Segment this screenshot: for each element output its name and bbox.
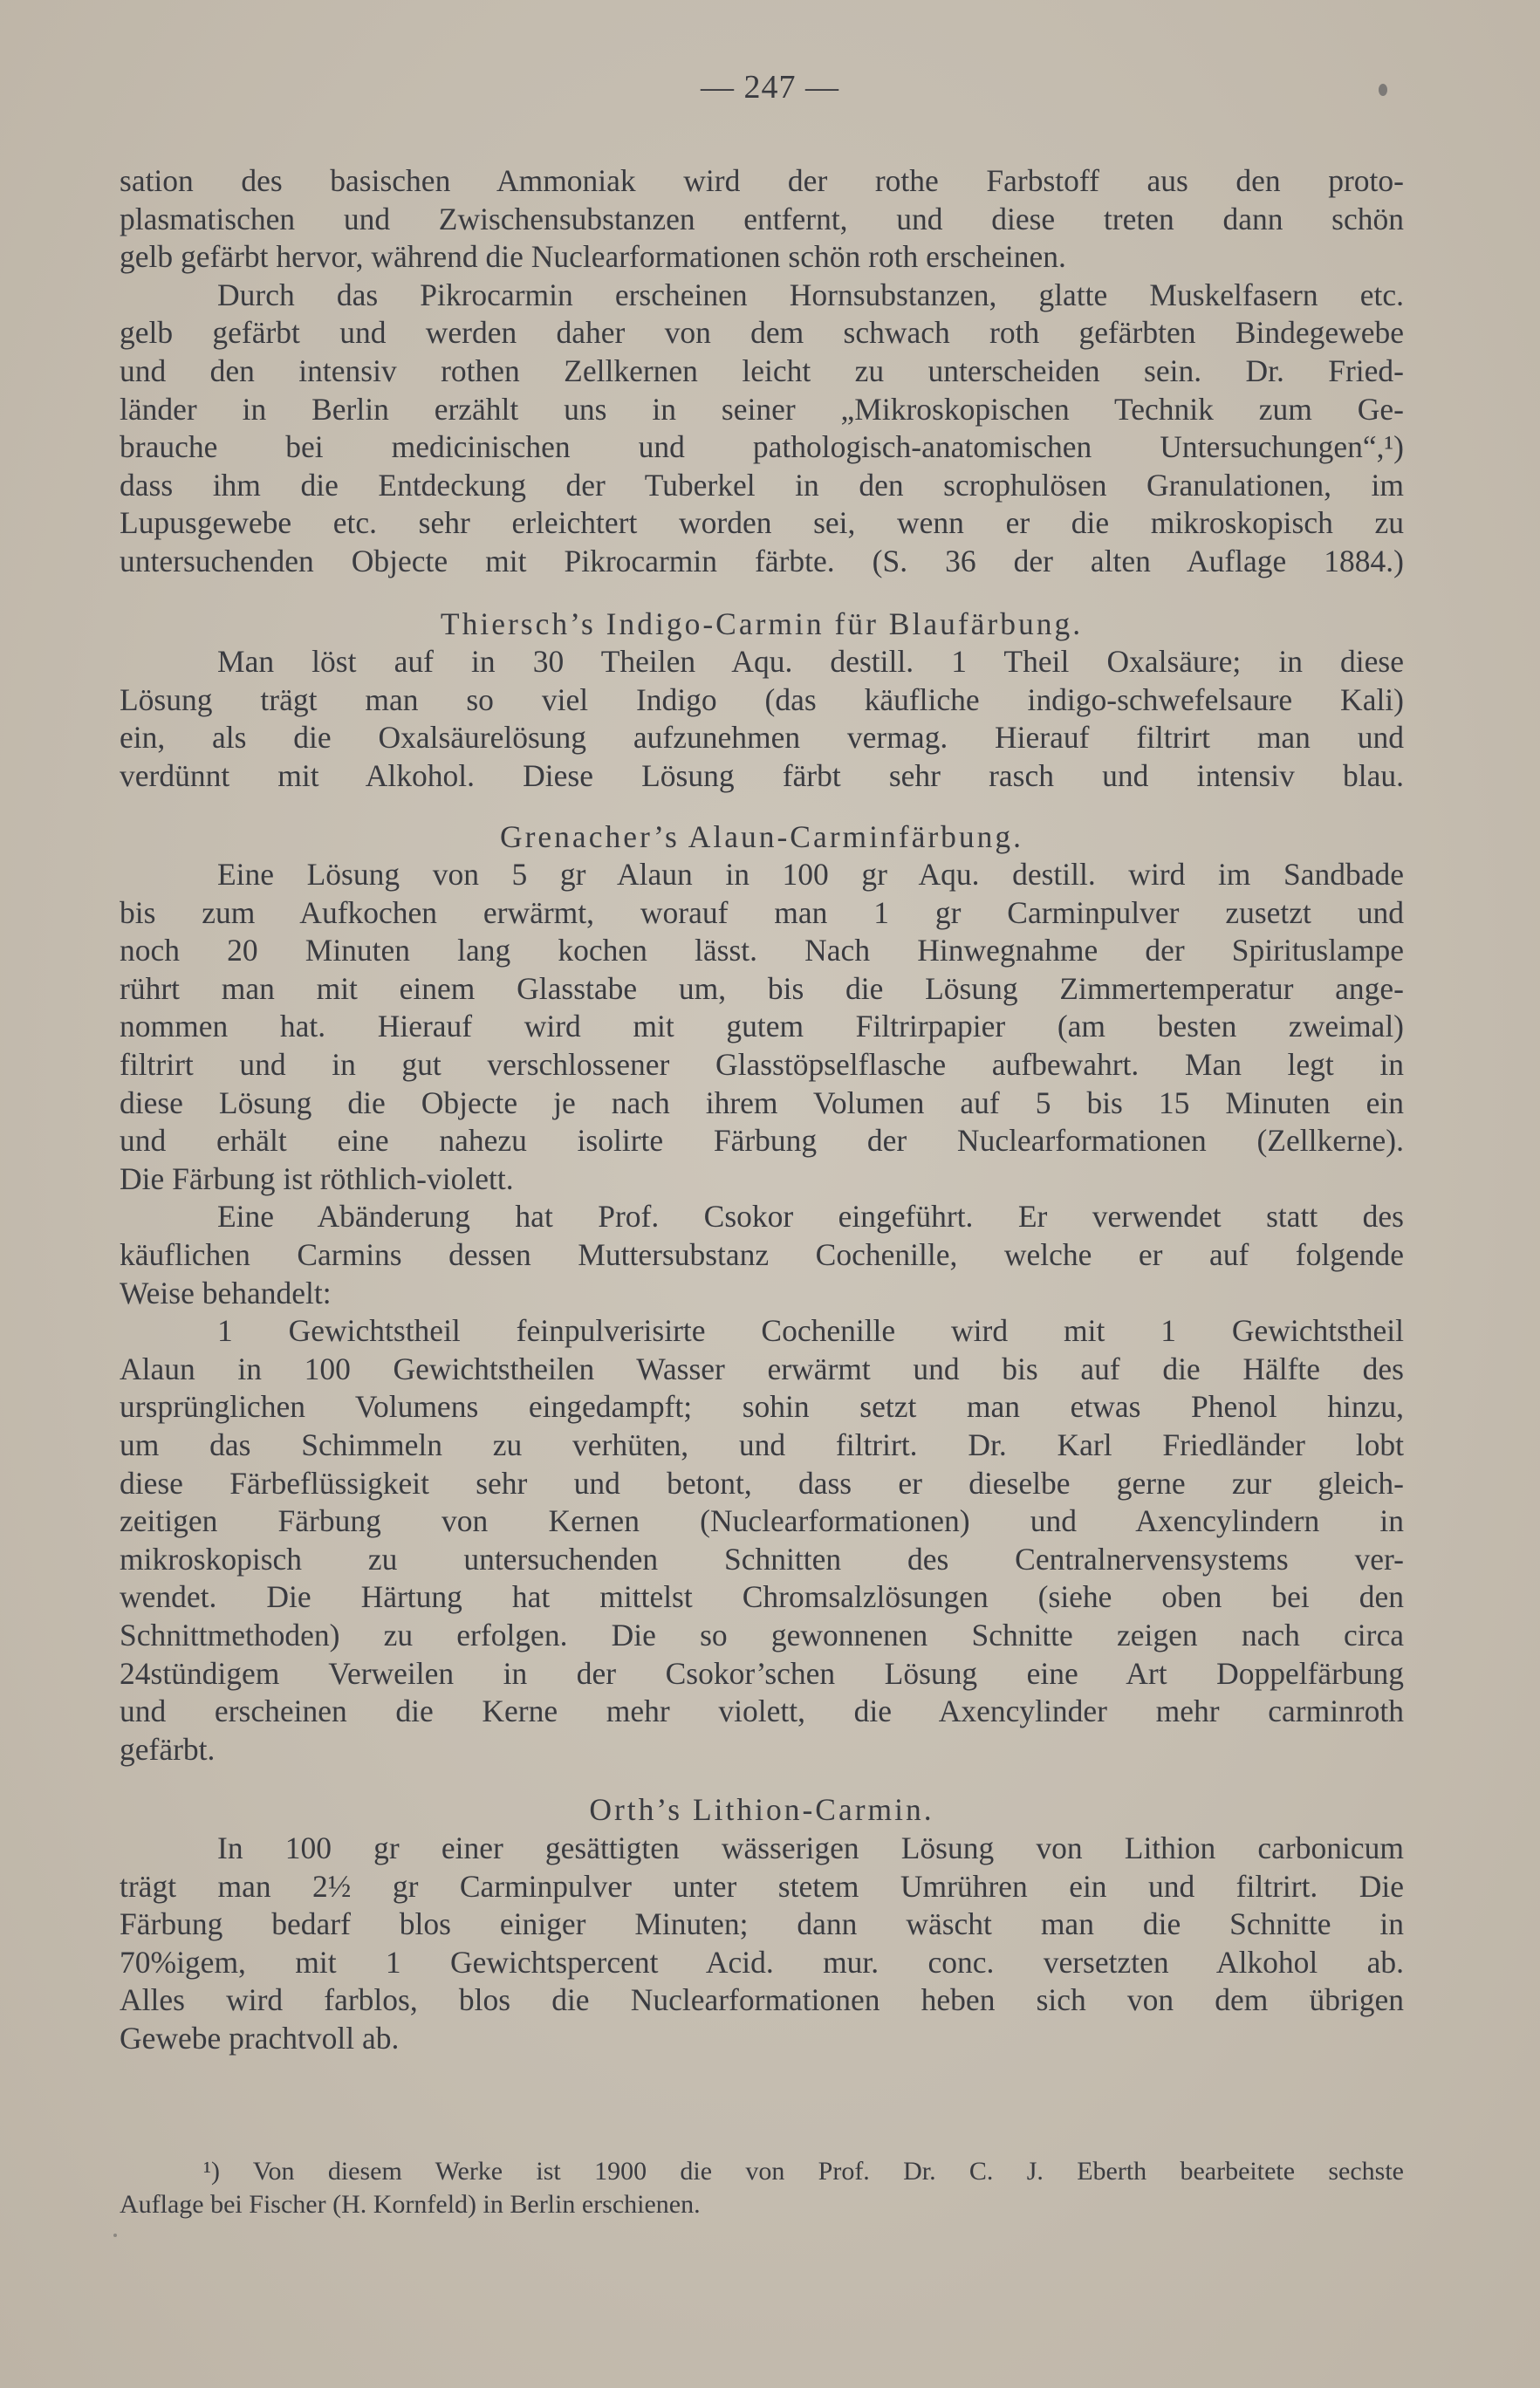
text-line: zeitigen Färbung von Kernen (Nuclearformationen) und Axencylindern in [120, 1503, 1404, 1539]
ink-dot [113, 2234, 117, 2237]
text-line: In 100 gr einer gesättigten wässerigen Lösung von Lithion carbonicum [217, 1830, 1404, 1865]
text-line: Schnittmethoden) zu erfolgen. Die so gewonnenen Schnitte zeigen nach circa [120, 1617, 1404, 1652]
paragraph-ammoniak [120, 162, 1404, 277]
text-line: nommen hat. Hierauf wird mit gutem Filtrirpapier (am besten zweimal) [120, 1009, 1404, 1044]
text-line: und den intensiv rothen Zellkernen leicht zu unterscheiden sein. Dr. Fried- [120, 352, 1404, 388]
text-line: Gewebe prachtvoll ab. [120, 2020, 400, 2056]
text-line: und erhält eine nahezu isolirte Färbung der Nuclearformationen (Zellkerne). [120, 1123, 1404, 1159]
text-line: dass ihm die Entdeckung der Tuberkel in den scrophulösen Granulationen, im [120, 467, 1404, 503]
text-line: Lupusgewebe etc. sehr erleichtert worden sei, wenn er die mikroskopisch zu [120, 505, 1404, 541]
footnote-line: Auflage bei Fischer (H. Kornfeld) in Berlin erschienen. [120, 2190, 701, 2219]
text-line: diese Lösung die Objecte je nach ihrem Volumen auf 5 bis 15 Minuten ein [120, 1085, 1404, 1120]
text-line: Man löst auf in 30 Theilen Aqu. destill. 1 Theil Oxalsäure; in diese [217, 644, 1404, 680]
text-line: und erscheinen die Kerne mehr violett, die Axencylinder mehr carminroth [120, 1693, 1404, 1729]
page-number: — 247 — [701, 69, 839, 106]
text-line: 24stündigem Verweilen in der Csokor’schen Lösung eine Art Doppelfärbung [120, 1655, 1404, 1691]
text-line: trägt man 2½ gr Carminpulver unter stetem Umrühren ein und filtrirt. Die [120, 1868, 1404, 1904]
text-line: bis zum Aufkochen erwärmt, worauf man 1 gr Carminpulver zusetzt und [120, 894, 1404, 930]
text-line: Lösung trägt man so viel Indigo (das käufliche indigo-schwefelsaure Kali) [120, 681, 1404, 717]
text-line: mikroskopisch zu untersuchenden Schnitten des Centralnervensystems ver- [120, 1541, 1404, 1577]
text-line: gelb gefärbt und werden daher von dem schwach roth gefärbten Bindegewebe [120, 315, 1404, 351]
paragraph-grenacher [120, 856, 1404, 1198]
text-line: rührt man mit einem Glasstabe um, bis die Lösung Zimmertemperatur ange- [120, 970, 1404, 1006]
text-line: gefärbt. [120, 1731, 216, 1767]
text-line: ursprünglichen Volumens eingedampft; sohin setzt man etwas Phenol hinzu, [120, 1389, 1404, 1425]
text-line: Färbung bedarf blos einiger Minuten; dann wäscht man die Schnitte in [120, 1906, 1404, 1942]
body-text [120, 162, 1404, 2058]
section-heading-thiersch: Thiersch’s Indigo-Carmin für Blaufärbung. [440, 606, 1084, 641]
paragraph-thiersch [120, 643, 1404, 795]
text-line: diese Färbeflüssigkeit sehr und betont, dass er dieselbe gerne zur gleich- [120, 1465, 1404, 1501]
text-line: 1 Gewichtstheil feinpulverisirte Cochenille wird mit 1 Gewichtstheil [217, 1313, 1404, 1349]
text-line: plasmatischen und Zwischensubstanzen entfernt, und diese treten dann schön [120, 201, 1404, 236]
text-line: filtrirt und in gut verschlossener Glasstöpselflasche aufbewahrt. Man legt in [120, 1047, 1404, 1083]
paragraph-orth [120, 1830, 1404, 2058]
section-heading-orth: Orth’s Lithion-Carmin. [589, 1792, 934, 1828]
text-line: verdünnt mit Alkohol. Diese Lösung färbt sehr rasch und intensiv blau. [120, 757, 1404, 793]
text-line: käuflichen Carmins dessen Muttersubstanz Cochenille, welche er auf folgende [120, 1237, 1404, 1273]
text-line: Die Färbung ist röthlich-violett. [120, 1160, 514, 1196]
text-line: Weise behandelt: [120, 1275, 332, 1310]
text-line: Alles wird farblos, blos die Nuclearformationen heben sich von dem übrigen [120, 1982, 1404, 2018]
paragraph-pikrocarmin [120, 277, 1404, 581]
section-heading-grenacher: Grenacher’s Alaun-Carminfärbung. [499, 818, 1024, 854]
paragraph-csokor [120, 1198, 1404, 1312]
text-line: untersuchenden Objecte mit Pikrocarmin färbte. (S. 36 der alten Auflage 1884.) [120, 543, 1404, 578]
text-line: 70%igem, mit 1 Gewichtspercent Acid. mur. conc. versetzten Alkohol ab. [120, 1944, 1404, 1980]
footnote [120, 2155, 1404, 2221]
text-line: Alaun in 100 Gewichtstheilen Wasser erwärmt und bis auf die Hälfte des [120, 1351, 1404, 1386]
text-line: gelb gefärbt hervor, während die Nuclearformationen schön roth erscheinen. [120, 239, 1066, 275]
text-line: noch 20 Minuten lang kochen lässt. Nach Hinwegnahme der Spirituslampe [120, 933, 1404, 968]
text-line: wendet. Die Härtung hat mittelst Chromsalzlösungen (siehe oben bei den [120, 1579, 1404, 1615]
text-line: Eine Lösung von 5 gr Alaun in 100 gr Aqu. destill. wird im Sandbade [217, 857, 1404, 893]
footnote-line: ¹) Von diesem Werke ist 1900 die von Prof. Dr. C. J. Eberth bearbeitete sechste [203, 2157, 1404, 2186]
text-line: brauche bei medicinischen und pathologisch-anatomischen Untersuchungen“,¹) [120, 429, 1404, 465]
text-line: Eine Abänderung hat Prof. Csokor eingeführt. Er verwendet statt des [217, 1199, 1404, 1235]
text-line: um das Schimmeln zu verhüten, und filtrirt. Dr. Karl Friedländer lobt [120, 1427, 1404, 1462]
text-line: länder in Berlin erzählt uns in seiner „Mikroskopischen Technik zum Ge- [120, 391, 1404, 427]
text-line: ein, als die Oxalsäurelösung aufzunehmen vermag. Hierauf filtrirt man und [120, 720, 1404, 756]
text-line: Durch das Pikrocarmin erscheinen Hornsubstanzen, glatte Muskelfasern etc. [217, 277, 1404, 312]
text-line: sation des basischen Ammoniak wird der rothe Farbstoff aus den proto- [120, 163, 1404, 198]
paragraph-cochenille [120, 1312, 1404, 1769]
